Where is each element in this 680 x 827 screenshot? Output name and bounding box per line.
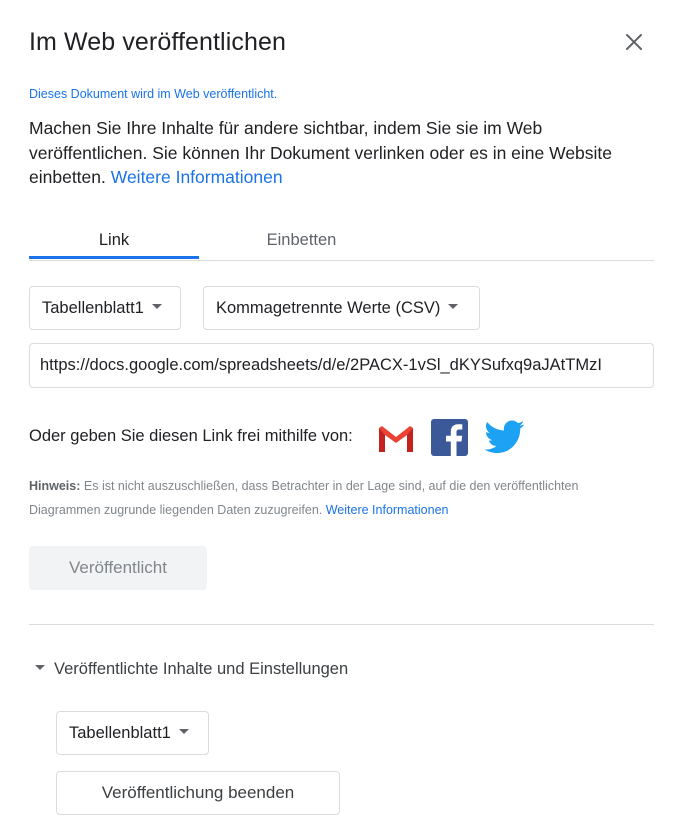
gmail-icon[interactable] [377, 424, 415, 454]
published-button[interactable]: Veröffentlicht [29, 546, 207, 590]
close-icon[interactable] [620, 28, 648, 56]
tab-bar [29, 224, 654, 261]
publish-url-field[interactable] [29, 343, 654, 388]
note [29, 474, 639, 522]
format-select-value: Kommagetrennte Werte (CSV) [216, 299, 441, 317]
note-learn-more-link[interactable]: Weitere Informationen [325, 503, 449, 517]
facebook-icon[interactable] [431, 419, 468, 456]
dialog-title: Im Web veröffentlichen [29, 28, 286, 56]
format-select[interactable] [203, 286, 480, 330]
chevron-down-icon [179, 729, 189, 734]
note-text: Es ist nicht auszuschließen, dass Betrachter in der Lage sind, auf die den veröffentlichten Diagrammen zugrunde liegenden Daten zuzugreifen. [29, 479, 579, 517]
published-sheet-select[interactable] [56, 711, 209, 755]
close-button[interactable] [620, 28, 648, 56]
sheet-select[interactable] [29, 286, 181, 330]
note-label: Hinweis: [29, 479, 81, 493]
tab-embed[interactable]: Einbetten [266, 231, 337, 249]
published-sheet-select-value: Tabellenblatt1 [69, 724, 171, 742]
published-settings-toggle[interactable] [35, 660, 348, 679]
twitter-icon[interactable] [485, 420, 525, 454]
divider [29, 624, 654, 625]
published-settings-header: Veröffentlichte Inhalte und Einstellungen [54, 660, 349, 678]
sheet-select-value: Tabellenblatt1 [42, 299, 144, 317]
chevron-down-icon [448, 304, 458, 309]
learn-more-link[interactable]: Weitere Informationen [110, 167, 283, 187]
dialog-description [29, 116, 629, 190]
publish-status: Dieses Dokument wird im Web veröffentlicht. [29, 87, 278, 101]
share-label: Oder geben Sie diesen Link frei mithilfe von: [29, 427, 353, 445]
chevron-down-icon [152, 304, 162, 309]
expand-triangle-icon [35, 665, 45, 670]
tab-link[interactable]: Link [29, 224, 199, 259]
stop-publishing-button[interactable]: Veröffentlichung beenden [56, 771, 340, 815]
description-text: Machen Sie Ihre Inhalte für andere sichtbar, indem Sie sie im Web veröffentlichen. Sie können Ihr Dokument verlinken oder es in eine Website einbetten. [29, 118, 613, 187]
